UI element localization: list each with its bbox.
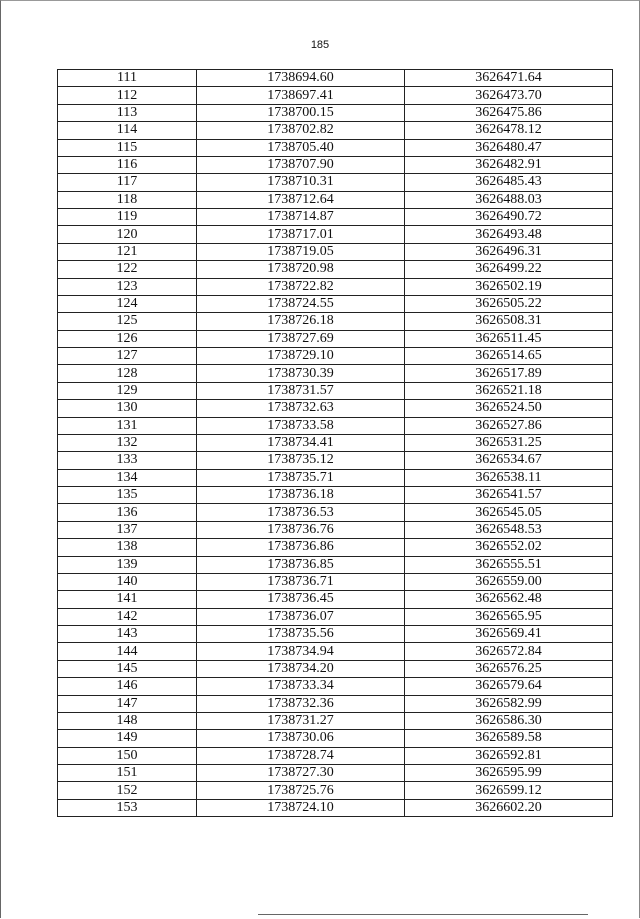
x-coordinate-cell: 1738730.06: [197, 730, 405, 747]
y-coordinate-cell: 3626572.84: [405, 643, 613, 660]
point-number-cell: 125: [58, 313, 197, 330]
point-number-cell: 152: [58, 782, 197, 799]
y-coordinate-cell: 3626592.81: [405, 747, 613, 764]
point-number-cell: 133: [58, 452, 197, 469]
x-coordinate-cell: 1738700.15: [197, 104, 405, 121]
x-coordinate-cell: 1738697.41: [197, 87, 405, 104]
y-coordinate-cell: 3626545.05: [405, 504, 613, 521]
y-coordinate-cell: 3626562.48: [405, 591, 613, 608]
x-coordinate-cell: 1738735.12: [197, 452, 405, 469]
y-coordinate-cell: 3626493.48: [405, 226, 613, 243]
x-coordinate-cell: 1738728.74: [197, 747, 405, 764]
table-row: [58, 226, 613, 243]
x-coordinate-cell: 1738719.05: [197, 243, 405, 260]
x-coordinate-cell: 1738722.82: [197, 278, 405, 295]
x-coordinate-cell: 1738733.34: [197, 678, 405, 695]
y-coordinate-cell: 3626576.25: [405, 660, 613, 677]
point-number-cell: 121: [58, 243, 197, 260]
y-coordinate-cell: 3626502.19: [405, 278, 613, 295]
x-coordinate-cell: 1738712.64: [197, 191, 405, 208]
table-row: [58, 209, 613, 226]
y-coordinate-cell: 3626565.95: [405, 608, 613, 625]
y-coordinate-cell: 3626521.18: [405, 382, 613, 399]
x-coordinate-cell: 1738727.69: [197, 330, 405, 347]
y-coordinate-cell: 3626548.53: [405, 521, 613, 538]
point-number-cell: 127: [58, 348, 197, 365]
table-row: [58, 573, 613, 590]
point-number-cell: 139: [58, 556, 197, 573]
point-number-cell: 138: [58, 539, 197, 556]
table-row: [58, 313, 613, 330]
y-coordinate-cell: 3626595.99: [405, 765, 613, 782]
table-row: [58, 295, 613, 312]
point-number-cell: 135: [58, 487, 197, 504]
y-coordinate-cell: 3626552.02: [405, 539, 613, 556]
x-coordinate-cell: 1738720.98: [197, 261, 405, 278]
y-coordinate-cell: 3626555.51: [405, 556, 613, 573]
table-row: [58, 104, 613, 121]
table-row: [58, 487, 613, 504]
point-number-cell: 132: [58, 434, 197, 451]
point-number-cell: 134: [58, 469, 197, 486]
y-coordinate-cell: 3626496.31: [405, 243, 613, 260]
table-row: [58, 712, 613, 729]
y-coordinate-cell: 3626480.47: [405, 139, 613, 156]
point-number-cell: 129: [58, 382, 197, 399]
point-number-cell: 119: [58, 209, 197, 226]
point-number-cell: 151: [58, 765, 197, 782]
table-row: [58, 87, 613, 104]
table-row: [58, 156, 613, 173]
table-row: [58, 452, 613, 469]
point-number-cell: 140: [58, 573, 197, 590]
y-coordinate-cell: 3626473.70: [405, 87, 613, 104]
table-row: [58, 765, 613, 782]
y-coordinate-cell: 3626534.67: [405, 452, 613, 469]
point-number-cell: 112: [58, 87, 197, 104]
table-row: [58, 626, 613, 643]
x-coordinate-cell: 1738705.40: [197, 139, 405, 156]
x-coordinate-cell: 1738735.71: [197, 469, 405, 486]
point-number-cell: 143: [58, 626, 197, 643]
x-coordinate-cell: 1738736.76: [197, 521, 405, 538]
y-coordinate-cell: 3626514.65: [405, 348, 613, 365]
point-number-cell: 145: [58, 660, 197, 677]
x-coordinate-cell: 1738730.39: [197, 365, 405, 382]
point-number-cell: 113: [58, 104, 197, 121]
x-coordinate-cell: 1738736.86: [197, 539, 405, 556]
x-coordinate-cell: 1738729.10: [197, 348, 405, 365]
point-number-cell: 118: [58, 191, 197, 208]
table-row: [58, 122, 613, 139]
table-row: [58, 417, 613, 434]
x-coordinate-cell: 1738717.01: [197, 226, 405, 243]
point-number-cell: 128: [58, 365, 197, 382]
page-number: 185: [310, 39, 330, 51]
table-row: [58, 608, 613, 625]
x-coordinate-cell: 1738734.94: [197, 643, 405, 660]
table-row: [58, 591, 613, 608]
point-number-cell: 141: [58, 591, 197, 608]
x-coordinate-cell: 1738736.07: [197, 608, 405, 625]
x-coordinate-cell: 1738710.31: [197, 174, 405, 191]
point-number-cell: 126: [58, 330, 197, 347]
point-number-cell: 148: [58, 712, 197, 729]
point-number-cell: 114: [58, 122, 197, 139]
y-coordinate-cell: 3626482.91: [405, 156, 613, 173]
y-coordinate-cell: 3626499.22: [405, 261, 613, 278]
point-number-cell: 147: [58, 695, 197, 712]
x-coordinate-cell: 1738731.27: [197, 712, 405, 729]
point-number-cell: 131: [58, 417, 197, 434]
point-number-cell: 137: [58, 521, 197, 538]
x-coordinate-cell: 1738702.82: [197, 122, 405, 139]
y-coordinate-cell: 3626602.20: [405, 799, 613, 816]
y-coordinate-cell: 3626485.43: [405, 174, 613, 191]
table-row: [58, 174, 613, 191]
point-number-cell: 117: [58, 174, 197, 191]
point-number-cell: 150: [58, 747, 197, 764]
x-coordinate-cell: 1738725.76: [197, 782, 405, 799]
x-coordinate-cell: 1738707.90: [197, 156, 405, 173]
table-row: [58, 539, 613, 556]
table-row: [58, 521, 613, 538]
x-coordinate-cell: 1738736.18: [197, 487, 405, 504]
point-number-cell: 116: [58, 156, 197, 173]
table-row: [58, 678, 613, 695]
x-coordinate-cell: 1738694.60: [197, 70, 405, 87]
x-coordinate-cell: 1738736.45: [197, 591, 405, 608]
y-coordinate-cell: 3626538.11: [405, 469, 613, 486]
table-row: [58, 348, 613, 365]
y-coordinate-cell: 3626569.41: [405, 626, 613, 643]
x-coordinate-cell: 1738727.30: [197, 765, 405, 782]
table-row: [58, 643, 613, 660]
y-coordinate-cell: 3626478.12: [405, 122, 613, 139]
y-coordinate-cell: 3626508.31: [405, 313, 613, 330]
table-row: [58, 660, 613, 677]
table-row: [58, 469, 613, 486]
x-coordinate-cell: 1738726.18: [197, 313, 405, 330]
x-coordinate-cell: 1738724.10: [197, 799, 405, 816]
table-row: [58, 365, 613, 382]
table-row: [58, 730, 613, 747]
point-number-cell: 142: [58, 608, 197, 625]
x-coordinate-cell: 1738732.63: [197, 400, 405, 417]
x-coordinate-cell: 1738732.36: [197, 695, 405, 712]
table-row: [58, 191, 613, 208]
y-coordinate-cell: 3626589.58: [405, 730, 613, 747]
y-coordinate-cell: 3626582.99: [405, 695, 613, 712]
table-row: [58, 261, 613, 278]
point-number-cell: 136: [58, 504, 197, 521]
point-number-cell: 149: [58, 730, 197, 747]
coordinates-table-body: [58, 70, 613, 817]
point-number-cell: 122: [58, 261, 197, 278]
table-row: [58, 747, 613, 764]
point-number-cell: 123: [58, 278, 197, 295]
point-number-cell: 115: [58, 139, 197, 156]
y-coordinate-cell: 3626599.12: [405, 782, 613, 799]
point-number-cell: 124: [58, 295, 197, 312]
y-coordinate-cell: 3626531.25: [405, 434, 613, 451]
x-coordinate-cell: 1738736.71: [197, 573, 405, 590]
table-row: [58, 139, 613, 156]
table-row: [58, 278, 613, 295]
table-row: [58, 556, 613, 573]
y-coordinate-cell: 3626475.86: [405, 104, 613, 121]
y-coordinate-cell: 3626527.86: [405, 417, 613, 434]
x-coordinate-cell: 1738731.57: [197, 382, 405, 399]
table-row: [58, 243, 613, 260]
x-coordinate-cell: 1738734.41: [197, 434, 405, 451]
table-row: [58, 70, 613, 87]
x-coordinate-cell: 1738736.85: [197, 556, 405, 573]
table-row: [58, 434, 613, 451]
table-row: [58, 504, 613, 521]
table-row: [58, 782, 613, 799]
x-coordinate-cell: 1738734.20: [197, 660, 405, 677]
point-number-cell: 130: [58, 400, 197, 417]
y-coordinate-cell: 3626490.72: [405, 209, 613, 226]
y-coordinate-cell: 3626471.64: [405, 70, 613, 87]
y-coordinate-cell: 3626559.00: [405, 573, 613, 590]
y-coordinate-cell: 3626541.57: [405, 487, 613, 504]
x-coordinate-cell: 1738736.53: [197, 504, 405, 521]
coordinates-table: [57, 69, 613, 817]
x-coordinate-cell: 1738724.55: [197, 295, 405, 312]
point-number-cell: 146: [58, 678, 197, 695]
table-row: [58, 799, 613, 816]
y-coordinate-cell: 3626488.03: [405, 191, 613, 208]
point-number-cell: 111: [58, 70, 197, 87]
y-coordinate-cell: 3626511.45: [405, 330, 613, 347]
table-row: [58, 382, 613, 399]
table-row: [58, 400, 613, 417]
point-number-cell: 144: [58, 643, 197, 660]
table-row: [58, 330, 613, 347]
table-row: [58, 695, 613, 712]
x-coordinate-cell: 1738735.56: [197, 626, 405, 643]
x-coordinate-cell: 1738733.58: [197, 417, 405, 434]
point-number-cell: 153: [58, 799, 197, 816]
point-number-cell: 120: [58, 226, 197, 243]
y-coordinate-cell: 3626524.50: [405, 400, 613, 417]
x-coordinate-cell: 1738714.87: [197, 209, 405, 226]
y-coordinate-cell: 3626505.22: [405, 295, 613, 312]
y-coordinate-cell: 3626579.64: [405, 678, 613, 695]
y-coordinate-cell: 3626517.89: [405, 365, 613, 382]
bottom-rule: [258, 914, 588, 915]
y-coordinate-cell: 3626586.30: [405, 712, 613, 729]
